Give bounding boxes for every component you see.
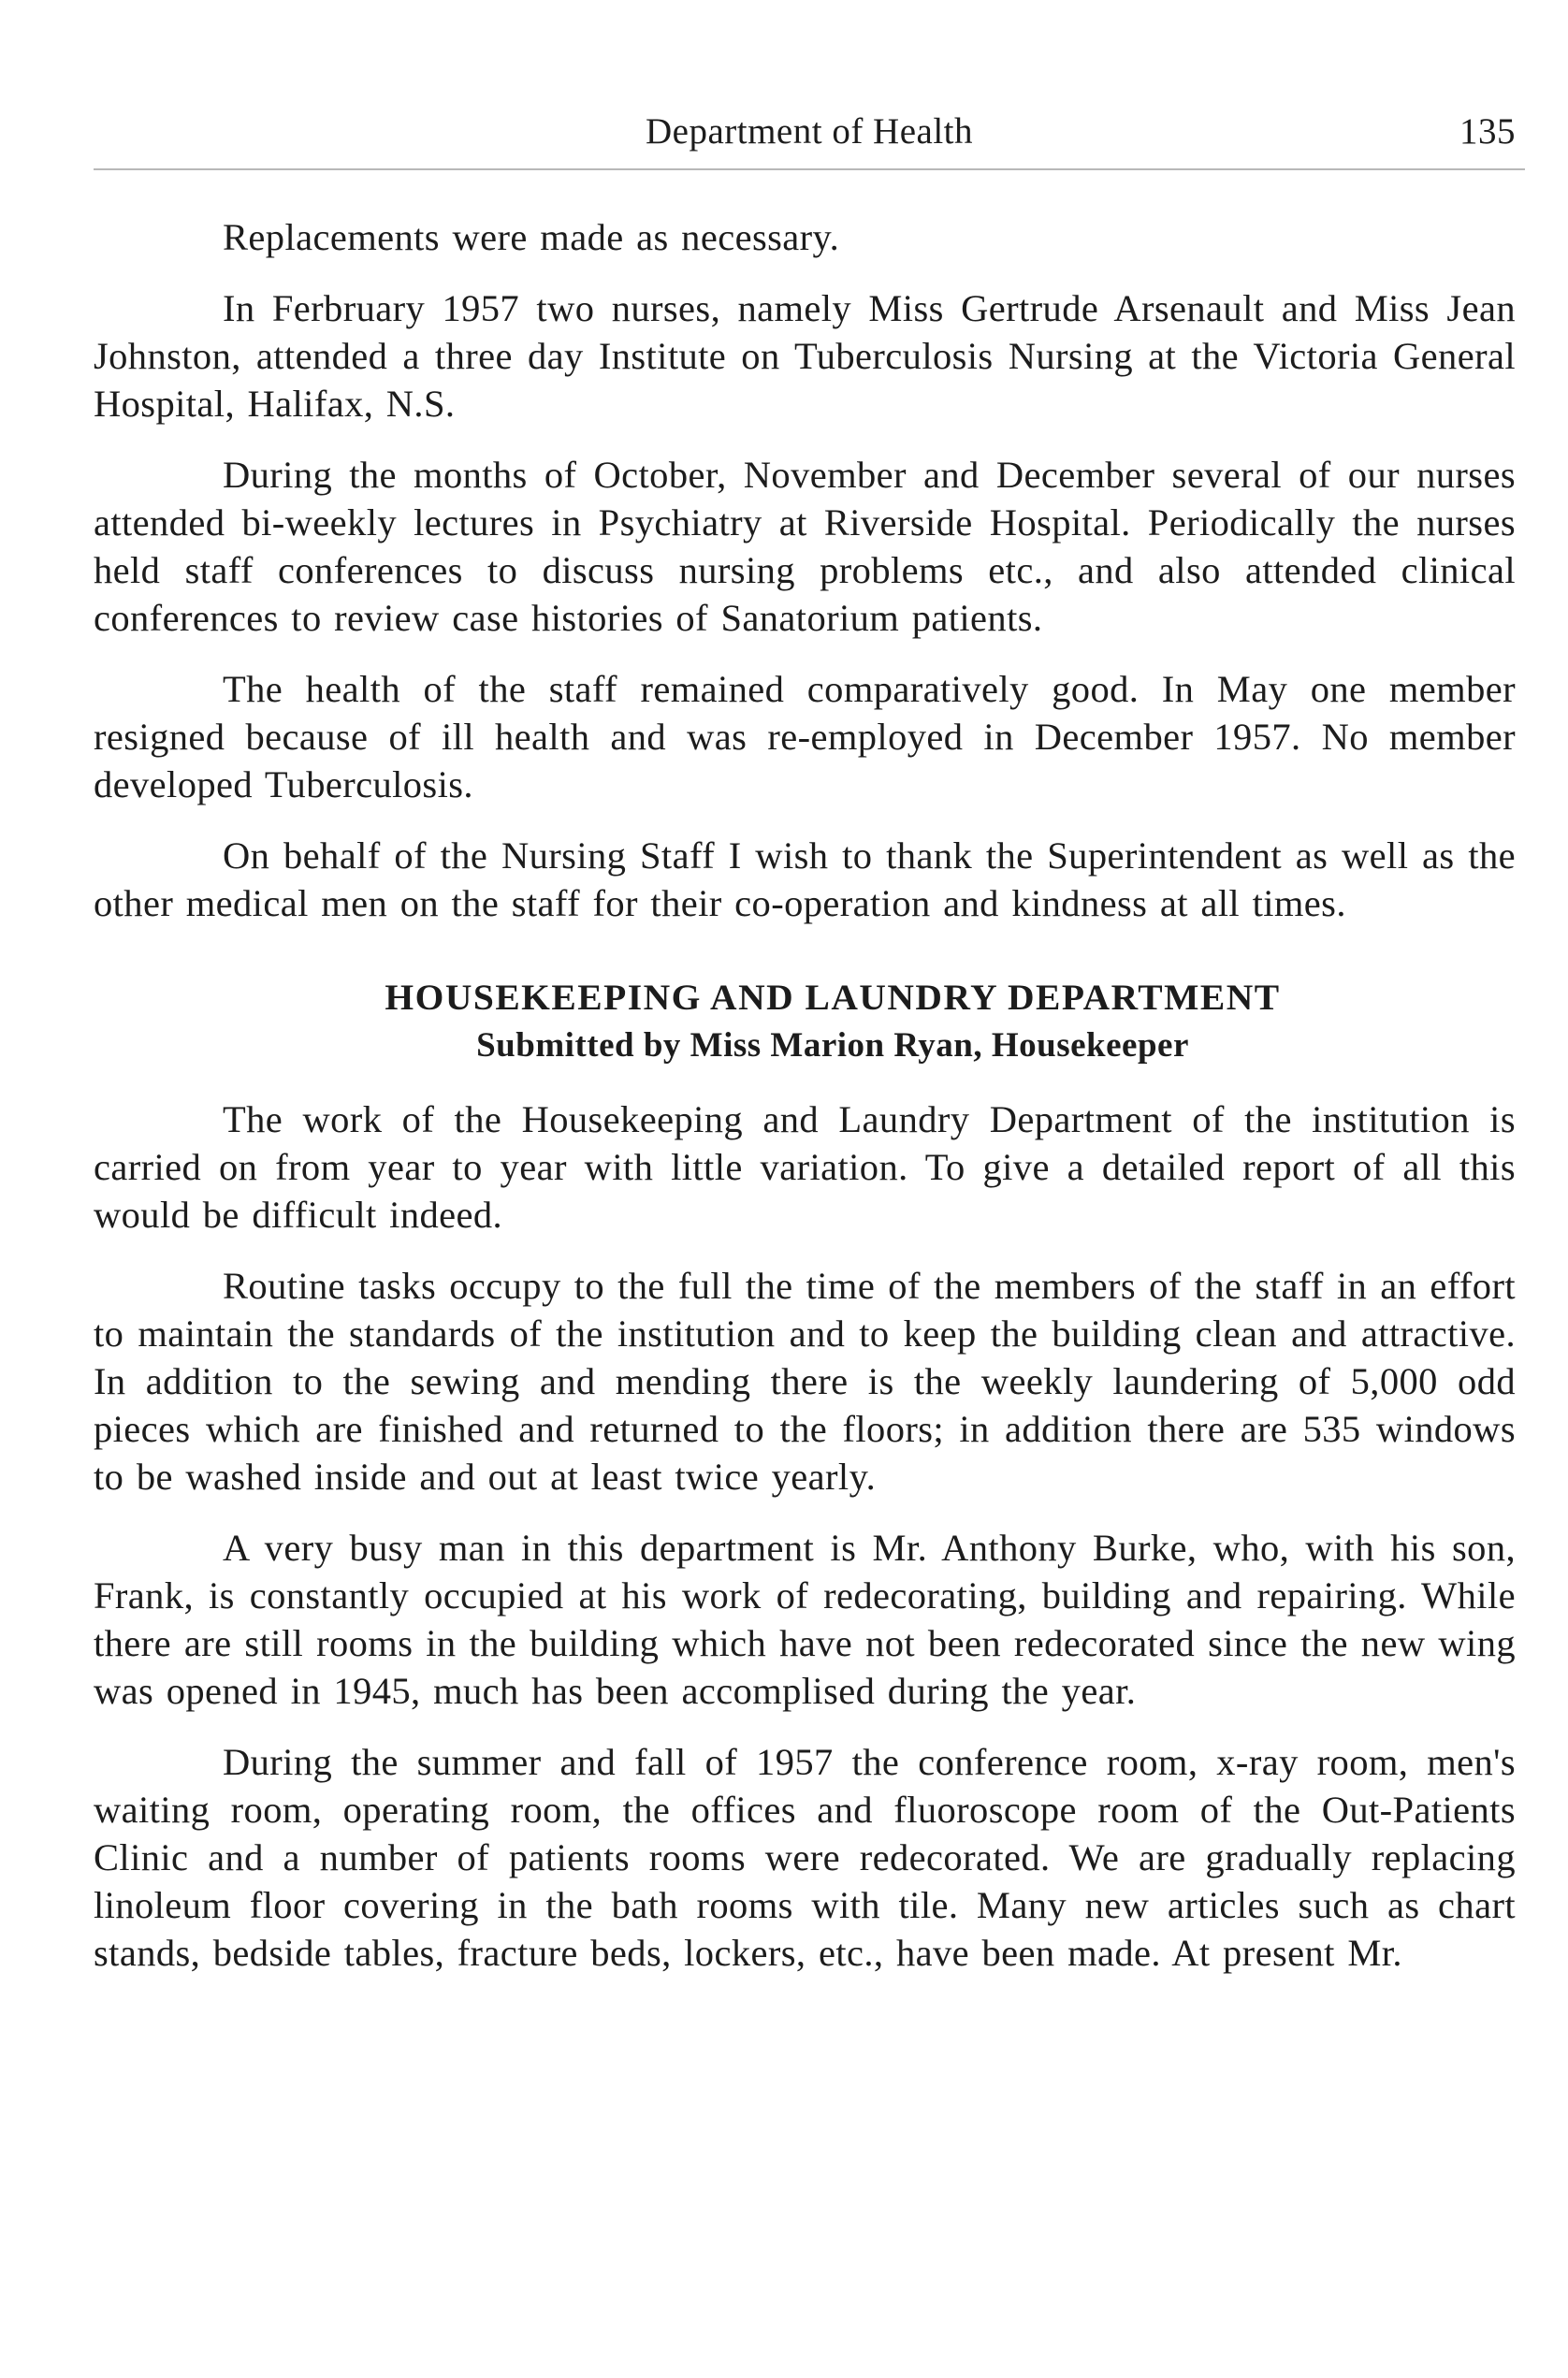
paragraph: The work of the Housekeeping and Laundry Department of the institution is carried on from year to year with little variation. To give a detailed report of all this would be difficult indeed. bbox=[94, 1098, 1516, 1236]
paragraph: A very busy man in this department is Mr. Anthony Burke, who, with his son, Frank, is constantly occupied at his work of redecorating, building and repairing. While there are still rooms in the building which have not been redecorated since the new wing was opened in 1945, much has been accomplised during the year. bbox=[94, 1527, 1516, 1712]
paragraph: Routine tasks occupy to the full the time of the members of the staff in an effort to maintain the standards of the institution and to keep the building clean and attractive. In addition to the sewing and mending there is the weekly laundering of 5,000 odd pieces which are finished and returned to the floors; in addition there are 535 windows to be washed inside and out at least twice yearly. bbox=[94, 1265, 1516, 1498]
section-subheading: Submitted by Miss Marion Ryan, Housekeeper bbox=[476, 1026, 1189, 1065]
paragraph: On behalf of the Nursing Staff I wish to thank the Superintendent as well as the other medical men on the staff for their co-operation and kindness at all times. bbox=[94, 834, 1516, 924]
paragraph: Replacements were made as necessary. bbox=[223, 216, 840, 258]
body-text bbox=[94, 213, 1516, 2000]
page-number: 135 bbox=[1459, 111, 1516, 152]
paragraph: During the months of October, November and December several of our nurses attended bi-weekly lectures in Psychiatry at Riverside Hospital. Periodically the nurses held staff conferences to discuss nursing problems etc., and also attended clinical conferences to review case histories of Sanatorium patients. bbox=[94, 454, 1516, 639]
header-title: Department of Health bbox=[645, 111, 974, 152]
paragraph: The health of the staff remained comparatively good. In May one member resigned because of ill health and was re-employed in December 1957. No member developed Tuberculosis. bbox=[94, 668, 1516, 805]
paragraph: During the summer and fall of 1957 the conference room, x-ray room, men's waiting room, operating room, the offices and fluoroscope room of the Out-Patients Clinic and a number of patients rooms were redecorated. We are gradually replacing linoleum floor covering in the bath rooms with tile. Many new articles such as chart stands, bedside tables, fracture beds, lockers, etc., have been made. At present Mr. bbox=[94, 1741, 1516, 1974]
header-rule bbox=[94, 168, 1525, 170]
running-header bbox=[94, 110, 1525, 163]
section-heading: HOUSEKEEPING AND LAUNDRY DEPARTMENT bbox=[385, 977, 1281, 1018]
paragraph: In Ferbruary 1957 two nurses, namely Miss Gertrude Arsenault and Miss Jean Johnston, attended a three day Institute on Tuberculosis Nursing at the Victoria General Hospital, Halifax, N.S. bbox=[94, 287, 1516, 425]
